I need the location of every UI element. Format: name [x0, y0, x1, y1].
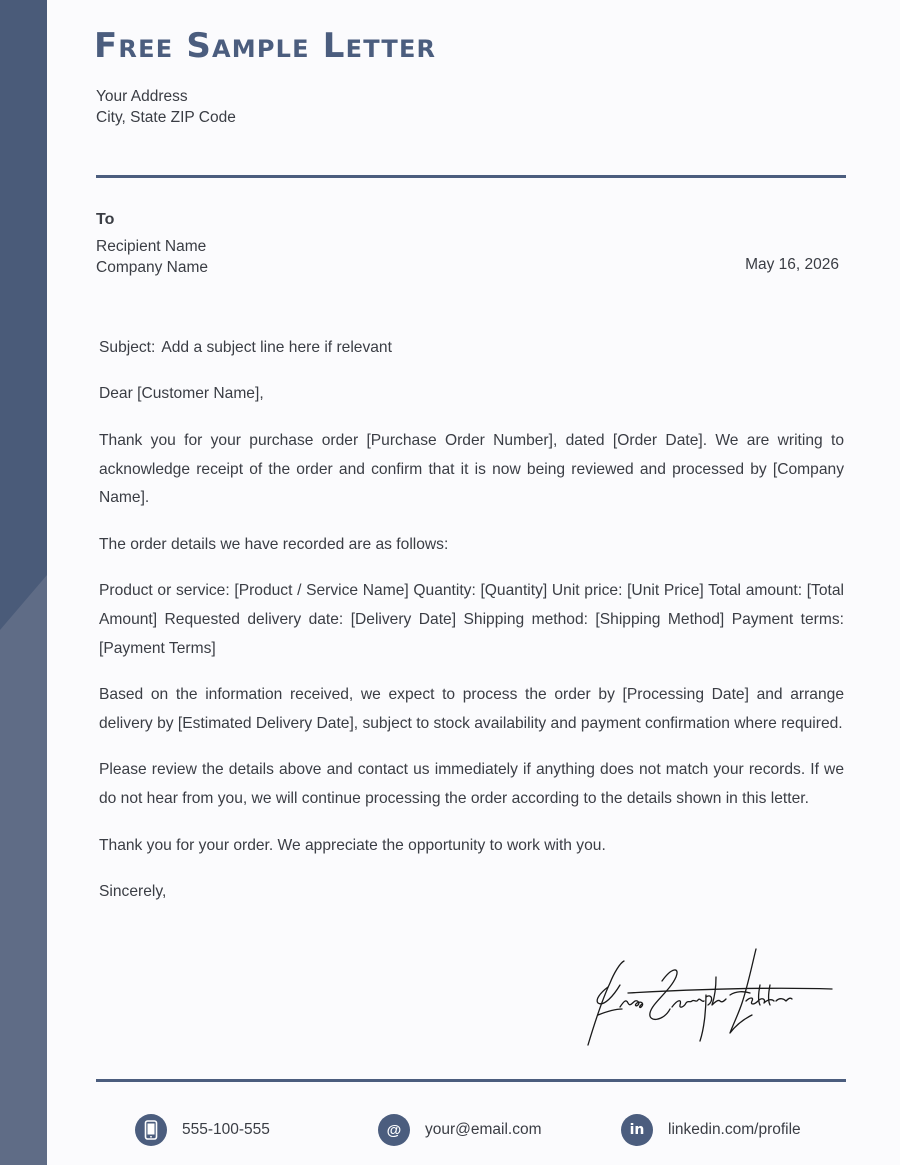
closing: Sincerely, [99, 882, 167, 900]
paragraph-order-details: Product or service: [Product / Service Name] Quantity: [Quantity] Unit price: [Unit Price] Total amount: [Total Amount] Requested delivery date: [Delivery Date] Shipping method: [Shipping Method] Payment terms: [Payment Terms] [99, 582, 844, 657]
sender-address-line2: City, State ZIP Code [96, 109, 236, 126]
subject-text: Add a subject line here if relevant [161, 339, 392, 356]
phone-number[interactable]: 555-100-555 [182, 1121, 270, 1138]
paragraph-review: Please review the details above and contact us immediately if anything does not match your records. If we do not hear from you, we will continue processing the order according to the details shown in this letter. [99, 761, 844, 808]
to-label: To [96, 211, 115, 228]
footer-email [378, 1114, 542, 1146]
page-title: Free Sample Letter [94, 26, 437, 66]
phone-icon [135, 1114, 167, 1146]
linkedin-url[interactable]: linkedin.com/profile [668, 1121, 801, 1138]
header-divider [96, 175, 846, 178]
recipient-block [96, 236, 208, 278]
footer-linkedin [621, 1114, 801, 1146]
email-address[interactable]: your@email.com [425, 1121, 542, 1138]
footer-phone [135, 1114, 270, 1146]
letter-body [99, 334, 844, 924]
recipient-name: Recipient Name [96, 238, 207, 255]
subject-line [99, 334, 844, 363]
paragraph-details-intro: The order details we have recorded are as follows: [99, 535, 449, 553]
sender-address [96, 86, 236, 128]
sidebar-accent-bar [0, 0, 47, 1165]
at-sign-icon: @ [378, 1114, 410, 1146]
subject-label: Subject: [99, 339, 156, 356]
sender-address-line1: Your Address [96, 88, 188, 105]
paragraph-thanks: Thank you for your order. We appreciate the opportunity to work with you. [99, 836, 606, 854]
footer-divider [96, 1079, 846, 1082]
signature [580, 945, 840, 1055]
salutation: Dear [Customer Name], [99, 385, 264, 403]
paragraph-processing: Based on the information received, we expect to process the order by [Processing Date] and arrange delivery by [Estimated Delivery Date], subject to stock availability and payment confirmation where required. [99, 686, 844, 732]
letter-date: May 16, 2026 [745, 256, 839, 273]
paragraph-acknowledgement: Thank you for your purchase order [Purchase Order Number], dated [Order Date]. We are writing to acknowledge receipt of the order and confirm that it is now being reviewed and processed by [Company Name]. [99, 431, 844, 507]
linkedin-icon: in [621, 1114, 653, 1146]
recipient-company: Company Name [96, 259, 208, 276]
